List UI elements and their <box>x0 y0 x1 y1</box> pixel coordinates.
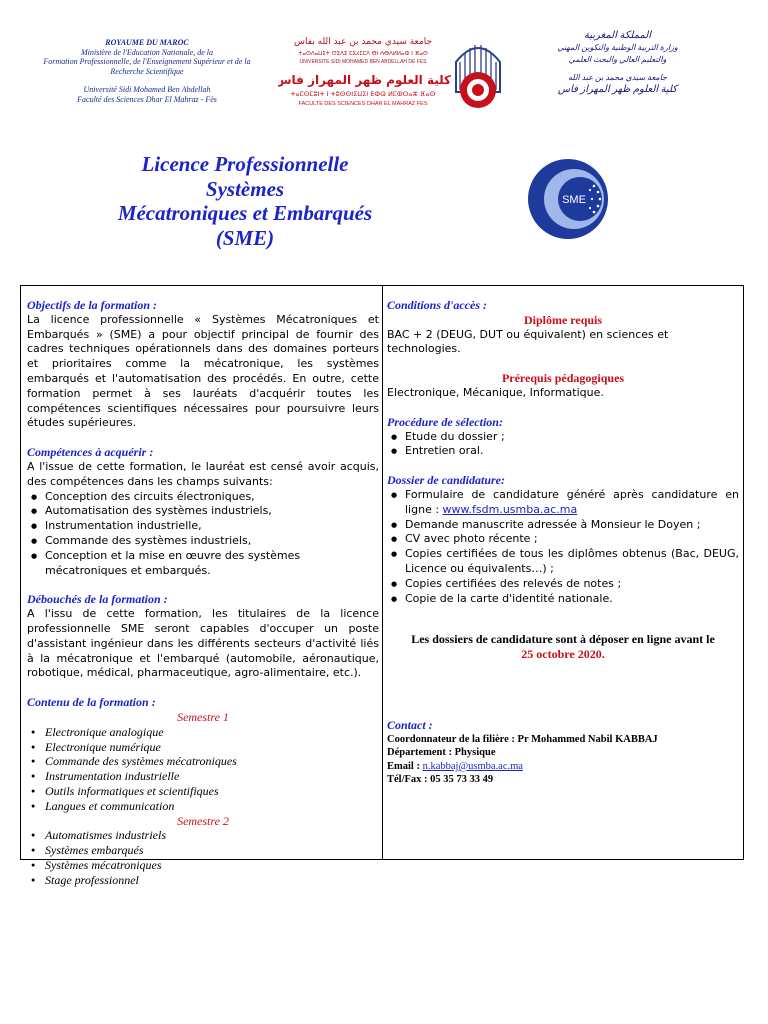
email-line <box>387 760 739 774</box>
list-item: ● Conception et la mise en œuvre des systèmes mécatroniques et embarqués. <box>45 549 379 579</box>
dossier-heading: Dossier de candidature: <box>387 473 505 488</box>
sme-logo <box>524 150 612 248</box>
competences-heading: Compétences à acquérir : <box>27 445 154 460</box>
list-item: ● Automatisation des systèmes industriels, <box>45 504 379 519</box>
email-label: Email : <box>387 760 423 772</box>
list-item: ● Langues et communication <box>45 799 379 814</box>
objectifs-text: La licence professionnelle « Systèmes Mécatroniques et Embarqués » (SME) a pour objectif principal de fournir des cadres techniques opérationnels dans des domaines porteurs et prioritaires comme la mécatronique, les systèmes embarqués et l'automatisation des procédés. En outre, cette formation permet à ses lauréats d'acquérir toutes les compétences scientifiques nécessaires pour poursuivre leurs études supérieures. <box>27 312 379 430</box>
faculty-name: Faculté des Sciences Dhar El Mahraz - Fès <box>77 94 217 104</box>
page-title <box>80 152 410 250</box>
kingdom-label: ROYAUME DU MAROC <box>105 38 189 47</box>
list-item: ● Automatismes industriels <box>45 828 379 843</box>
competences-list <box>27 490 379 579</box>
list-item: ● Copies certifiées de tous les diplômes obtenus (Bac, DEUG, Licence ou équivalents…) ; <box>405 547 739 577</box>
list-item: ● Electronique analogique <box>45 725 379 740</box>
competences-intro: A l'issue de cette formation, le lauréat est censé avoir acquis, des compétences dans les champs suivants: <box>27 459 379 488</box>
logo-arabic-name: جامعة سيدي محمد بن عبد الله بفاس <box>293 37 433 47</box>
ministry-line-3: Recherche Scientifique <box>110 66 184 76</box>
procedure-heading: Procédure de sélection: <box>387 414 503 429</box>
logo-tifinagh-name: ⵜⴰⵙⴷⴰⵡⵉⵜ ⵙⵉⴷⵉ ⵎⵓⵃⵎⵎⴷ ⴱⵏ ⵄⴱⴷⵍⵍⴰⵀ ⵏ ⴼⴰⵙ <box>298 51 428 57</box>
objectifs-heading: Objectifs de la formation : <box>27 298 157 312</box>
list-item: ● Systèmes mécatroniques <box>45 858 379 873</box>
list-item: ● Stage professionnel <box>45 873 379 888</box>
university-logo <box>278 32 516 116</box>
list-item: ● CV avec photo récente ; <box>405 532 739 547</box>
list-item: ● Electronique numérique <box>45 740 379 755</box>
contact-heading: Contact : <box>387 717 433 732</box>
phone: Tél/Fax : 05 35 73 33 49 <box>387 774 494 786</box>
ministry-arabic-1: وزارة التربية الوطنية والتكوين المهني <box>557 43 678 52</box>
logo-faculty-arabic: كلية العلوم ظهر المهراز فاس <box>278 73 452 87</box>
sme-logo-text: SME <box>562 194 586 206</box>
faculty-arabic: كلية العلوم ظهر المهراز فاس <box>557 84 678 95</box>
logo-faculty-french: FACULTE DES SCIENCES DHAR EL MAHRAZ FES <box>298 101 428 107</box>
email-link[interactable]: n.kabbaj@usmba.ac.ma <box>422 760 523 772</box>
title-line-1: Licence Professionnelle <box>141 152 349 176</box>
list-item: ● Copie de la carte d'identité nationale. <box>405 592 739 607</box>
deadline-notice <box>387 632 739 662</box>
title-line-4: (SME) <box>215 225 275 250</box>
list-item: ● Systèmes embarqués <box>45 843 379 858</box>
list-item: ● Demande manuscrite adressée à Monsieur le Doyen ; <box>405 518 739 533</box>
header-left <box>36 38 258 104</box>
semestre-1-list <box>27 725 379 814</box>
university-arabic: جامعة سيدي محمد بن عبد الله <box>568 73 667 82</box>
diplome-text: BAC + 2 (DEUG, DUT ou équivalent) en sciences et technologies. <box>387 327 669 356</box>
right-column <box>387 298 739 787</box>
prerequis-heading: Prérequis pédagogiques <box>501 371 625 386</box>
university-emblem-icon <box>456 45 500 108</box>
list-item: ● Instrumentation industrielle <box>45 769 379 784</box>
kingdom-arabic: المملكة المغربية <box>583 30 652 41</box>
title-line-3: Mécatroniques et Embarqués <box>117 201 373 225</box>
prerequis-text: Electronique, Mécanique, Informatique. <box>387 385 604 399</box>
ministry-line-2: Formation Professionnelle, de l'Enseignement Supérieur et de la <box>43 57 251 66</box>
contact-block <box>387 733 739 787</box>
logo-faculty-tifinagh: ⵜⴰⵎⵙⵎⵓⵏⵜ ⵏ ⵜⵓⵙⵙⵏⵉⵡⵉⵏ ⴹⵀⵕ ⵍⵎⵀⵔⴰⵣ ⴼⴰⵙ <box>290 90 436 98</box>
list-item: ● Etude du dossier ; <box>405 430 739 445</box>
info-table <box>20 285 744 887</box>
left-column <box>27 298 379 887</box>
ministry-arabic-2: والتعليم العالي والبحث العلمي <box>568 55 667 64</box>
header-right <box>540 30 695 96</box>
contenu-heading: Contenu de la formation : <box>27 695 156 710</box>
semestre-2-list <box>27 828 379 887</box>
list-item: ● Conception des circuits électroniques, <box>45 490 379 505</box>
deadline-date: 25 octobre 2020. <box>521 647 605 662</box>
fsdm-website-link[interactable]: www.fsdm.usmba.ac.ma <box>442 502 578 516</box>
dossier-list <box>387 488 739 606</box>
title-line-2: Systèmes <box>205 176 285 201</box>
debouches-text: A l'issu de cette formation, les titulaires de la licence professionnelle SME seront capables d'occuper un poste d'assistant ingénieur dans les différents secteurs d'activité liés à la mécatronique et l'embarqué (automobile, aéronautique, robotique, médical, pharmaceutique, agro-alimentaire, etc.). <box>27 607 379 680</box>
diplome-heading: Diplôme requis <box>523 312 603 327</box>
dossier-item-text: Formulaire de candidature généré après candidature en ligne : <box>405 487 739 516</box>
list-item: ● Copies certifiées des relevés de notes ; <box>405 577 739 592</box>
logo-french-name: UNIVERSITE SIDI MOHAMED BEN ABDELLAH DE FES <box>299 59 427 65</box>
ministry-line-1: Ministère de l'Education Nationale, de la <box>80 47 214 57</box>
deadline-text: Les dossiers de candidature sont à déposer en ligne avant le <box>411 632 715 647</box>
column-divider <box>382 286 383 859</box>
conditions-heading: Conditions d'accès : <box>387 298 488 312</box>
list-item: ● Commande des systèmes mécatroniques <box>45 754 379 769</box>
list-item: ● Entretien oral. <box>405 444 739 459</box>
list-item: ● Commande des systèmes industriels, <box>45 534 379 549</box>
list-item: ● Outils informatiques et scientifiques <box>45 784 379 799</box>
procedure-list <box>387 430 739 460</box>
coordinator: Coordonnateur de la filière : Pr Mohammed Nabil KABBAJ <box>387 733 658 745</box>
list-item <box>405 488 739 518</box>
list-item: ● Instrumentation industrielle, <box>45 519 379 534</box>
department: Département : Physique <box>387 747 496 759</box>
semestre-1-label: Semestre 1 <box>177 709 229 724</box>
debouches-heading: Débouchés de la formation : <box>27 592 168 607</box>
semestre-2-label: Semestre 2 <box>177 813 229 828</box>
university-name: Université Sidi Mohamed Ben Abdellah <box>83 85 211 94</box>
